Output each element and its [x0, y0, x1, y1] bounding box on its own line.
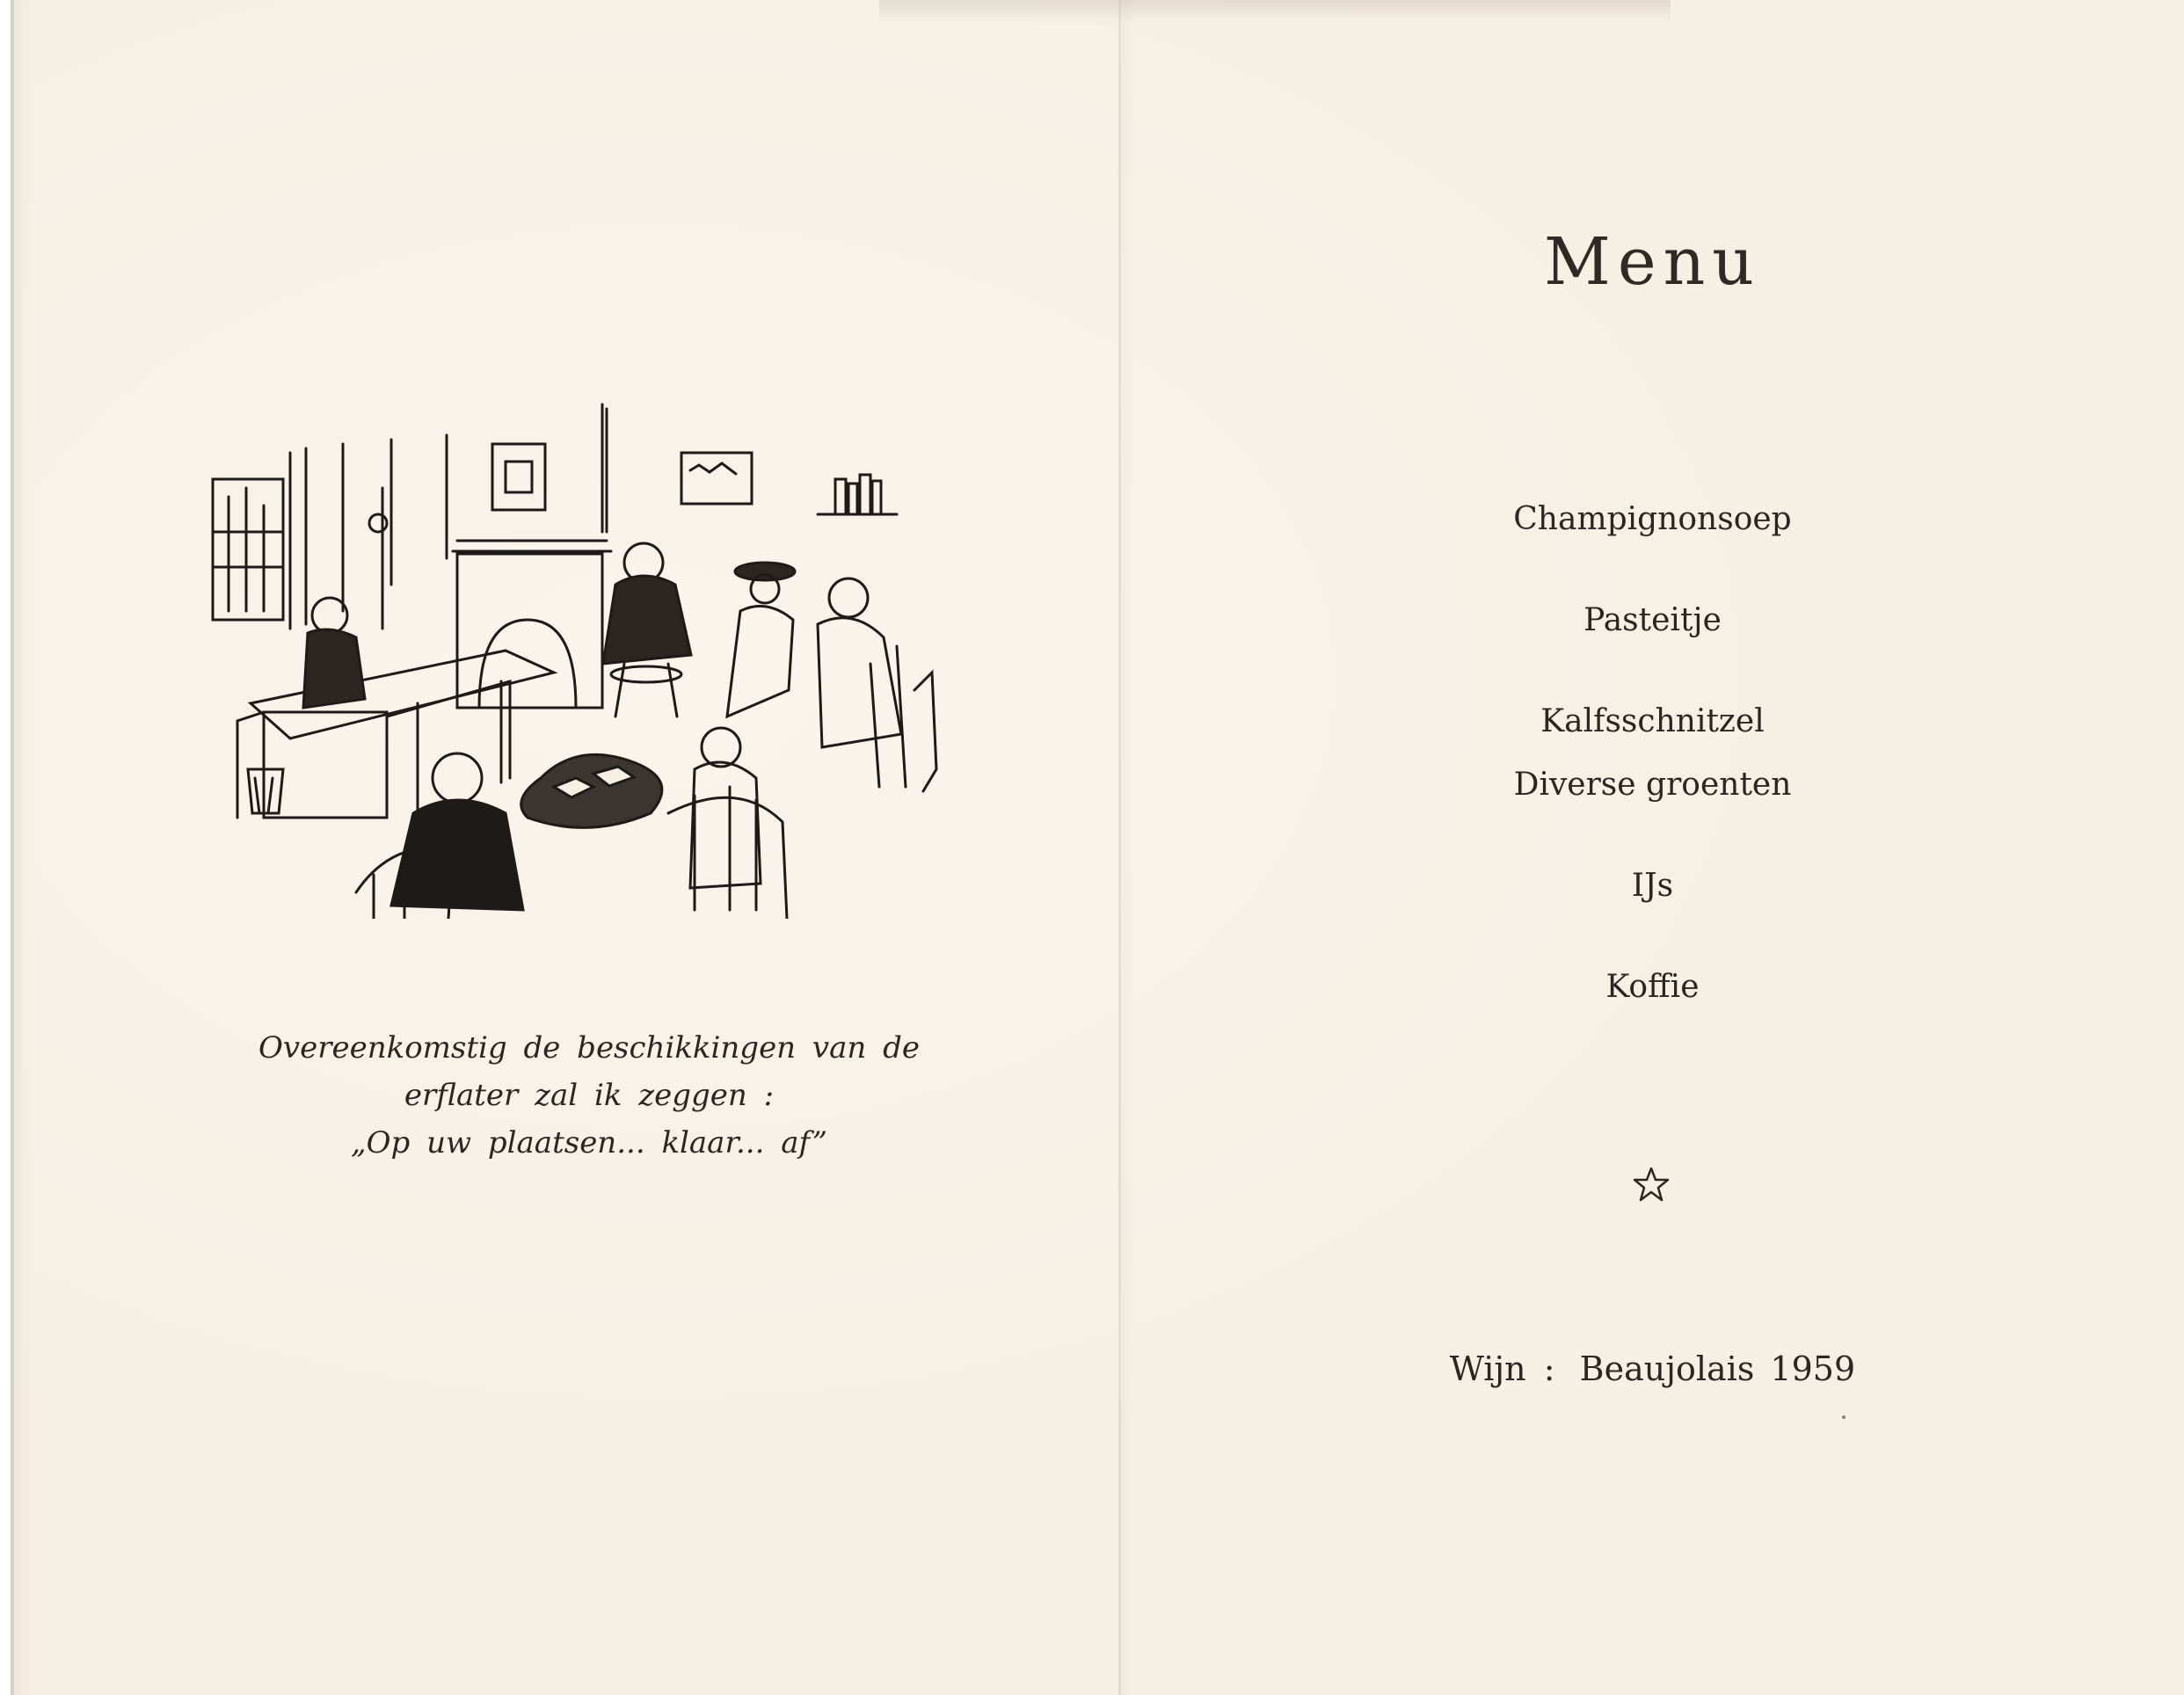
paper-speck: [1842, 1415, 1845, 1419]
course-vegetables: Diverse groenten: [1513, 767, 1792, 803]
menu-title: Menu: [1544, 224, 1761, 300]
course-soup: Champignonsoep: [1513, 501, 1792, 537]
estate-reading-office-scene-icon: [202, 400, 941, 919]
course-main: Kalfsschnitzel: [1540, 703, 1765, 739]
right-panel: [1121, 0, 2184, 1695]
course-coffee: Koffie: [1605, 969, 1700, 1005]
caption-line-1: Overeenkomstig de beschikkingen van de: [258, 1030, 920, 1066]
caption-line-2: erflater zal ik zeggen :: [404, 1078, 775, 1113]
illustration-caption: [220, 1024, 958, 1167]
course-ice-cream: IJs: [1631, 868, 1674, 904]
wine-line: [1121, 1349, 2184, 1388]
caption-line-3: „Op uw plaatsen... klaar... af”: [351, 1125, 827, 1160]
wine-separator: :: [1543, 1349, 1555, 1388]
wine-label: Wijn: [1449, 1349, 1526, 1388]
star-icon: [1632, 1165, 1671, 1204]
course-pastry: Pasteitje: [1583, 602, 1722, 638]
wine-value: Beaujolais 1959: [1579, 1349, 1856, 1388]
